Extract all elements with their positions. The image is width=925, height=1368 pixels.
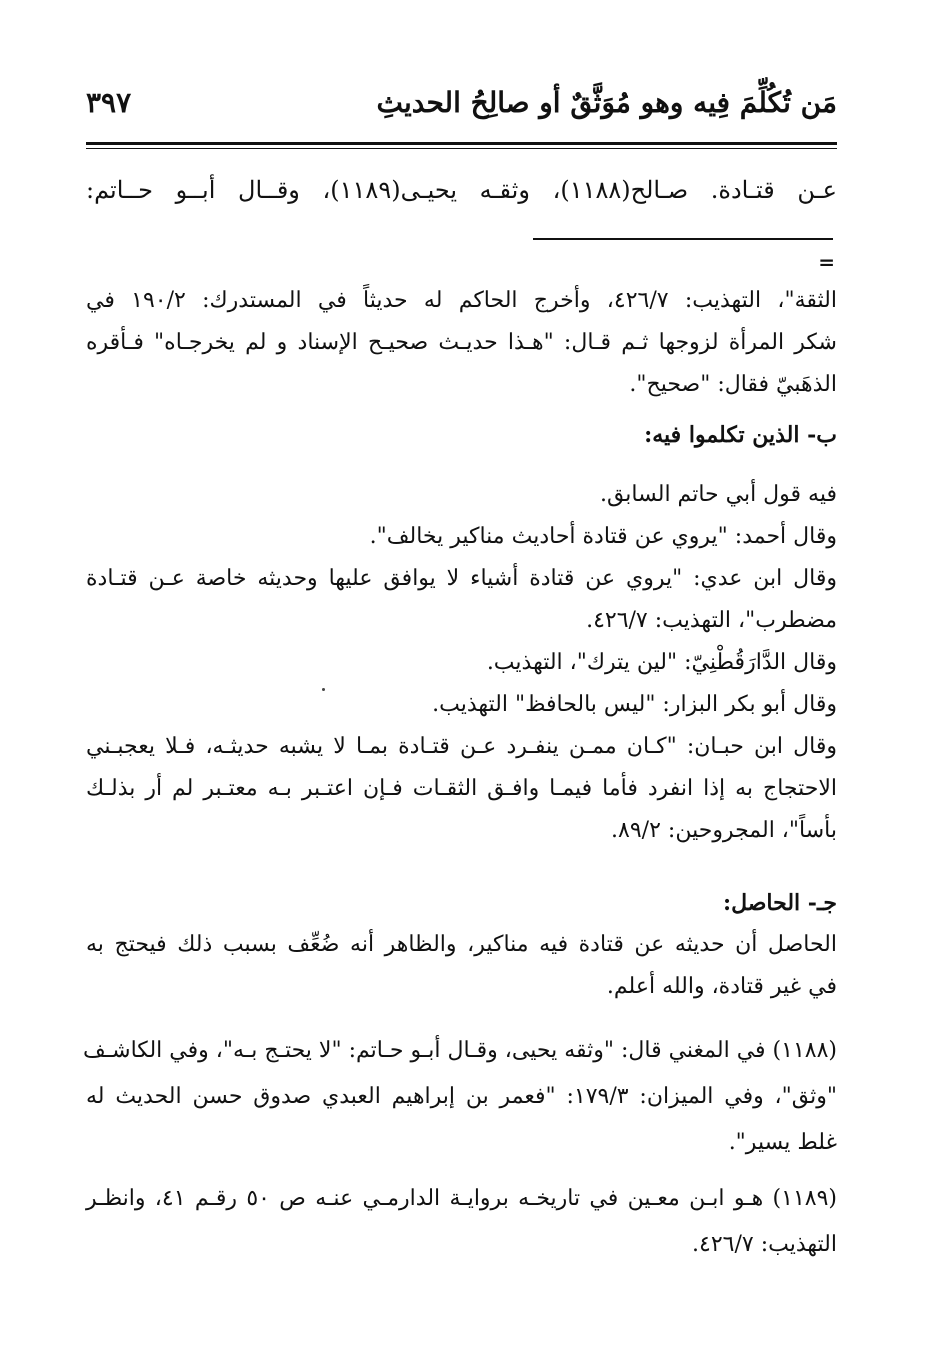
footnote-line: (١١٨٨) في المغني قال: "وثقه يحيى، وقـال أبـو حـاتم: "لا يحتـج بـه"، وفي الكاشـف xyxy=(82,1038,837,1063)
footnote-line: التهذيب: ٤٢٦/٧. xyxy=(692,1232,837,1257)
paragraph-line: الحاصل أن حديثه عن قتادة فيه مناكير، والظاهر أنه ضُعِّف بسبب ذلك فيحتج به xyxy=(86,932,837,957)
footnote-separator xyxy=(533,238,833,240)
running-header-title: مَن تُكُلِّمَ فِيه وهو مُوَثَّقٌ أو صالِحُ الحديثِ xyxy=(376,86,837,119)
paragraph-line: وقال الدَّارَقُطْنِيّ: "لين يترك"، التهذيب. xyxy=(486,650,837,675)
footnote-line: غلط يسير". xyxy=(728,1130,837,1155)
paragraph-line: بأساً"، المجروحين: ٨٩/٢. xyxy=(611,818,837,843)
section-critics-body xyxy=(86,474,837,852)
footnote-1189 xyxy=(86,1176,837,1268)
header-rule-thin xyxy=(86,148,837,149)
paragraph-line: الاحتجاج به إذا انفرد فأما فيمـا وافـق الثقـات فـإن اعتـبر بـه معتـبر لم أر بذلـك xyxy=(86,776,837,801)
page-number: ٣٩٧ xyxy=(86,86,132,119)
paragraph-line: في غير قتادة، والله أعلم. xyxy=(606,974,837,999)
footnote-line: الذهَبيّ فقال: "صحيح". xyxy=(629,372,837,397)
section-conclusion xyxy=(86,882,837,1008)
paragraph-line: وقال ابن عدي: "يروي عن قتادة أشياء لا يوافق عليها وحديثه خاصة عـن قتـادة xyxy=(86,566,837,591)
header-rule-thick xyxy=(86,142,837,145)
section-critics xyxy=(86,414,837,456)
footnote-line: شكر المرأة لزوجها ثـم قـال: "هـذا حديـث صحيـح الإسناد و لم يخرجـاه" فـأقره xyxy=(86,330,837,355)
footnote-1188 xyxy=(82,1028,837,1166)
paragraph-line: مضطرب"، التهذيب: ٤٢٦/٧. xyxy=(586,608,837,633)
paragraph-line: فيه قول أبي حاتم السابق. xyxy=(599,482,837,507)
scan-speck xyxy=(322,688,325,691)
paragraph-line: وقال أحمد: "يروي عن قتادة أحاديث مناكير يخالف". xyxy=(369,524,837,549)
footnote-line: (١١٨٩) هـو ابـن معـين في تاريخـه بروايـة الدارمـي عنـه ص ٥٠ رقـم ٤١، وانظـر xyxy=(86,1186,837,1211)
paragraph-line: وقال أبو بكر البزار: "ليس بالحافظ" التهذيب. xyxy=(432,692,837,717)
footnote-line: الثقة"، التهذيب: ٤٢٦/٧، وأخرج الحاكم له حديثاً في المستدرك: ١٩٠/٢ في xyxy=(86,288,837,313)
section-heading: جـ- الحاصل: xyxy=(722,890,837,916)
continuation-mark: = xyxy=(818,250,835,274)
section-heading: ب- الذين تكلموا فيه: xyxy=(644,422,837,448)
footnote-line: "وثق"، وفي الميزان: ١٧٩/٣: "فعمر بن إبراهيم العبدي صدوق حسن الحديث له xyxy=(86,1084,837,1109)
continued-footnote xyxy=(86,280,837,406)
paragraph-line: وقال ابن حبـان: "كـان ممـن ينفـرد عـن قتـادة بمـا لا يشبه حديثـه، فـلا يعجبـني xyxy=(86,734,837,759)
main-text-line: عـن قتـادة. صـالح(١١٨٨)، وثقـه يحيـى(١١٨٩)، وقــال أبــو حــاتم: xyxy=(86,176,837,204)
